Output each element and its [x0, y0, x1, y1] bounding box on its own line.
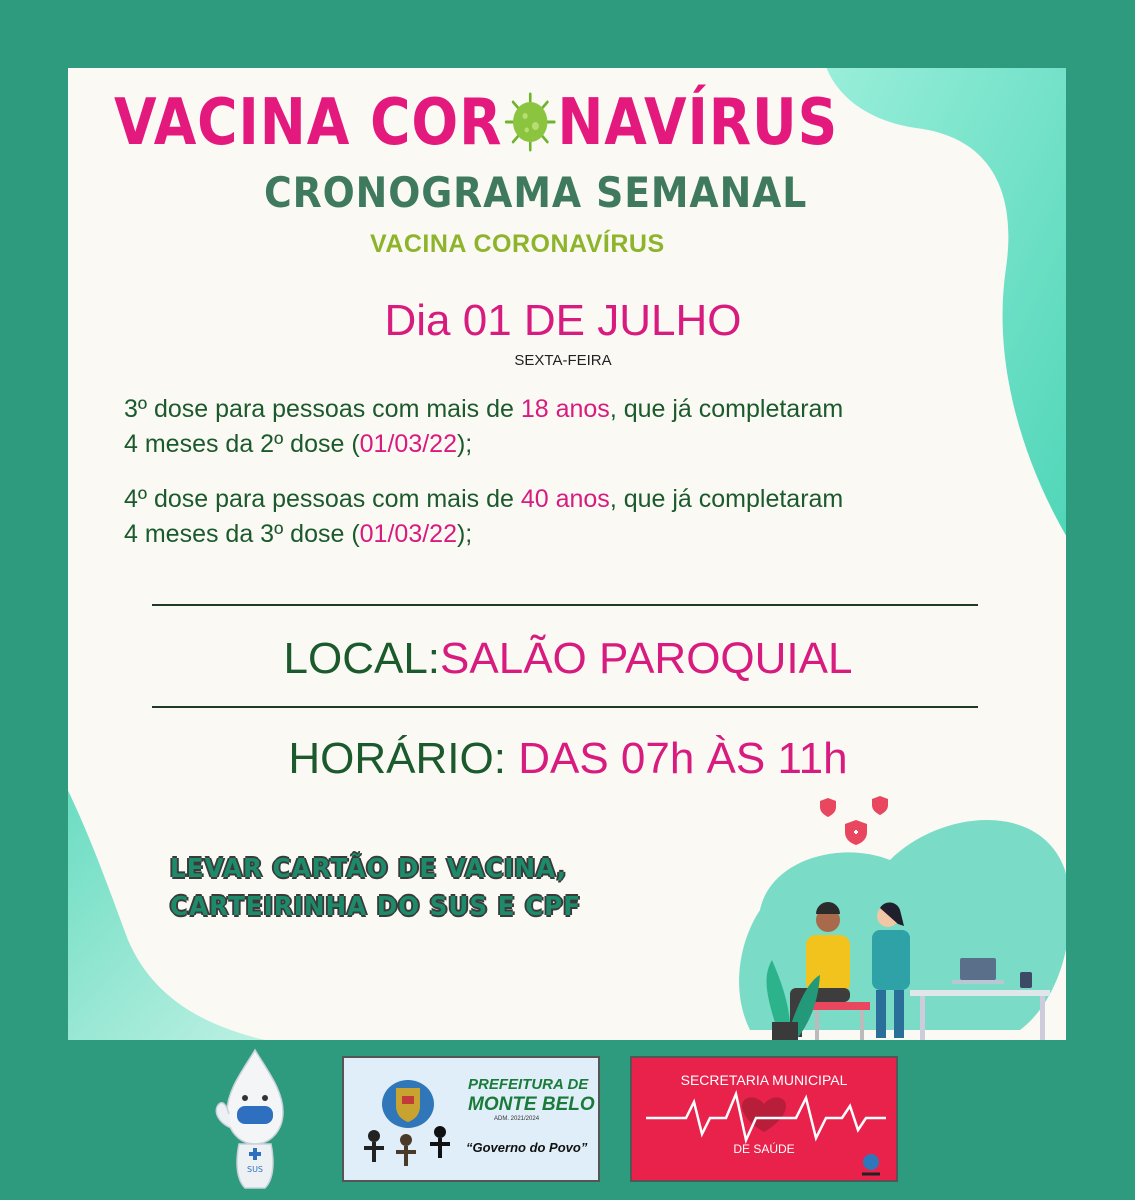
- dose-paragraph: [124, 392, 843, 462]
- dose-line: [124, 427, 843, 462]
- dose-date: 01/03/22: [359, 520, 457, 548]
- dose-text: 3º dose para pessoas com mais de: [124, 395, 521, 423]
- title-right: NAVÍRUS: [557, 86, 839, 160]
- dose-date: 01/03/22: [359, 430, 457, 458]
- prefeitura-adm: ADM. 2021/2024: [494, 1116, 540, 1122]
- schedule-label: HORÁRIO:: [288, 734, 506, 783]
- secretaria-name: SECRETARIA MUNICIPAL: [680, 1072, 848, 1088]
- vaccination-date: Dia 01 DE JULHO: [384, 296, 742, 345]
- heartbeat-icon: [646, 1088, 886, 1144]
- vaccine-subheading: VACINA CORONAVÍRUS: [370, 230, 665, 258]
- schedule: [68, 734, 1066, 784]
- shield-icon: [820, 796, 888, 845]
- secretaria-dept: DE SAÚDE: [733, 1142, 795, 1156]
- dose-text: , que já completaram: [609, 485, 844, 513]
- notice-line: LEVAR CARTÃO DE VACINA,: [170, 854, 567, 884]
- dose-text: );: [456, 520, 473, 548]
- weekday-label: SEXTA-FEIRA: [514, 352, 612, 369]
- dose-age: 40 anos: [520, 485, 610, 513]
- dose-text: );: [456, 430, 473, 458]
- dose-paragraph: [124, 482, 843, 552]
- dose-text: 4 meses da 3º dose (: [124, 520, 360, 548]
- prefeitura-logo: [342, 1056, 600, 1182]
- poster-card: [68, 68, 1066, 1040]
- main-title: [114, 86, 838, 160]
- dose-text: 4 meses da 2º dose (: [124, 430, 360, 458]
- prefeitura-name: PREFEITURA DE: [468, 1076, 589, 1093]
- schedule-heading: CRONOGRAMA SEMANAL: [264, 168, 808, 217]
- location-value: SALÃO PAROQUIAL: [440, 634, 853, 683]
- dose-line: [124, 482, 843, 517]
- emblem-icon: [858, 1152, 884, 1176]
- secretaria-saude-logo: [630, 1056, 898, 1182]
- coat-of-arms-icon: [358, 1074, 460, 1170]
- dose-text: 4º dose para pessoas com mais de: [124, 485, 521, 513]
- dose-line: [124, 517, 843, 552]
- requirements-notice: [170, 850, 581, 926]
- schedule-value: DAS 07h ÀS 11h: [518, 734, 848, 783]
- prefeitura-city: MONTE BELO: [468, 1094, 595, 1115]
- location: [68, 634, 1066, 684]
- divider: [152, 706, 978, 708]
- virus-icon: [504, 92, 556, 152]
- prefeitura-slogan: “Governo do Povo”: [466, 1140, 588, 1155]
- mascot-badge: SUS: [246, 1165, 264, 1174]
- divider: [152, 604, 978, 606]
- dose-text: , que já completaram: [609, 395, 844, 423]
- dose-line: [124, 392, 843, 427]
- vaccination-illustration: [720, 790, 1066, 1040]
- title-left: VACINA COR: [114, 86, 503, 160]
- sus-mascot-icon: [205, 1048, 305, 1190]
- location-label: LOCAL:: [283, 634, 441, 683]
- dose-age: 18 anos: [520, 395, 610, 423]
- notice-line: CARTEIRINHA DO SUS E CPF: [170, 892, 582, 922]
